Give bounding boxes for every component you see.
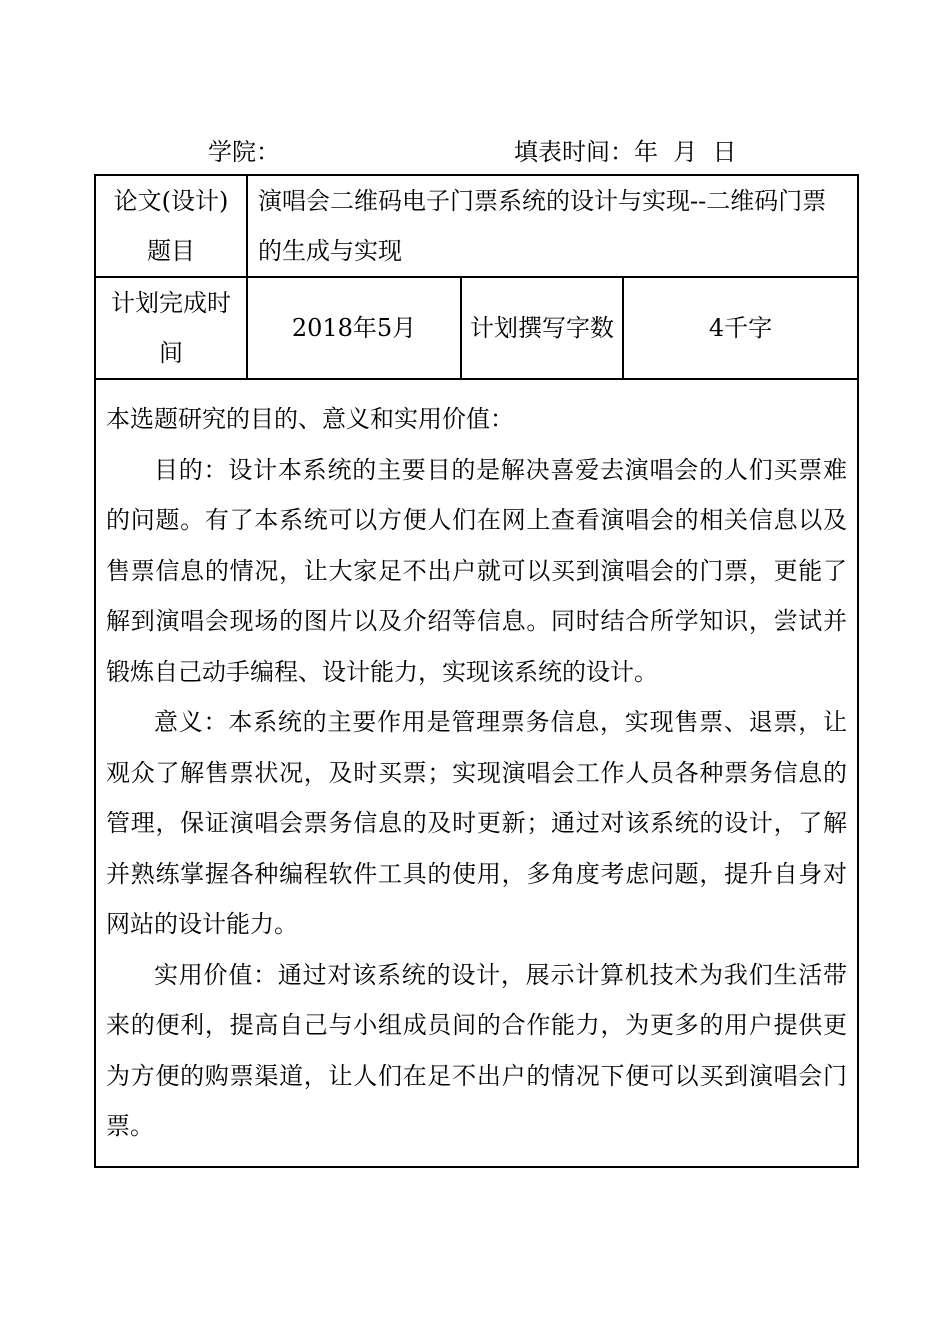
topic-value: 演唱会二维码电子门票系统的设计与实现--二维码门票的生成与实现 (247, 175, 858, 277)
plan-time-label: 计划完成时间 (95, 277, 247, 379)
plan-words-value: 4千字 (623, 277, 858, 379)
plan-words-label: 计划撰写字数 (461, 277, 623, 379)
topic-label: 论文(设计)题目 (95, 175, 247, 277)
research-heading: 本选题研究的目的、意义和实用价值： (106, 405, 514, 433)
fill-time-label: 填表时间：年 月 日 (514, 138, 737, 166)
topic-row (95, 175, 858, 277)
body-row (95, 379, 858, 1167)
research-purpose-cell (95, 379, 858, 1167)
significance-paragraph: 意义：本系统的主要作用是管理票务信息，实现售票、退票，让观众了解售票状况，及时买票；实现演唱会工作人员各种票务信息的管理，保证演唱会票务信息的及时更新；通过对该系统的设计，了解并熟练掌握各种编程软件工具的使用，多角度考虑问题，提升自身对网站的设计能力。 (106, 708, 848, 938)
plan-time-value: 2018年5月 (247, 277, 461, 379)
form-header (0, 134, 950, 170)
college-label: 学院： (208, 138, 280, 166)
plan-row (95, 277, 858, 379)
practical-value-paragraph: 实用价值：通过对该系统的设计，展示计算机技术为我们生活带来的便利，提高自己与小组成员间的合作能力，为更多的用户提供更为方便的购票渠道，让人们在足不出户的情况下便可以买到演唱会门票。 (106, 960, 848, 1140)
proposal-form-table (94, 174, 859, 1168)
purpose-paragraph: 目的：设计本系统的主要目的是解决喜爱去演唱会的人们买票难的问题。有了本系统可以方便人们在网上查看演唱会的相关信息以及售票信息的情况，让大家足不出户就可以买到演唱会的门票，更能了解到演唱会现场的图片以及介绍等信息。同时结合所学知识，尝试并锻炼自己动手编程、设计能力，实现该系统的设计。 (106, 455, 848, 686)
